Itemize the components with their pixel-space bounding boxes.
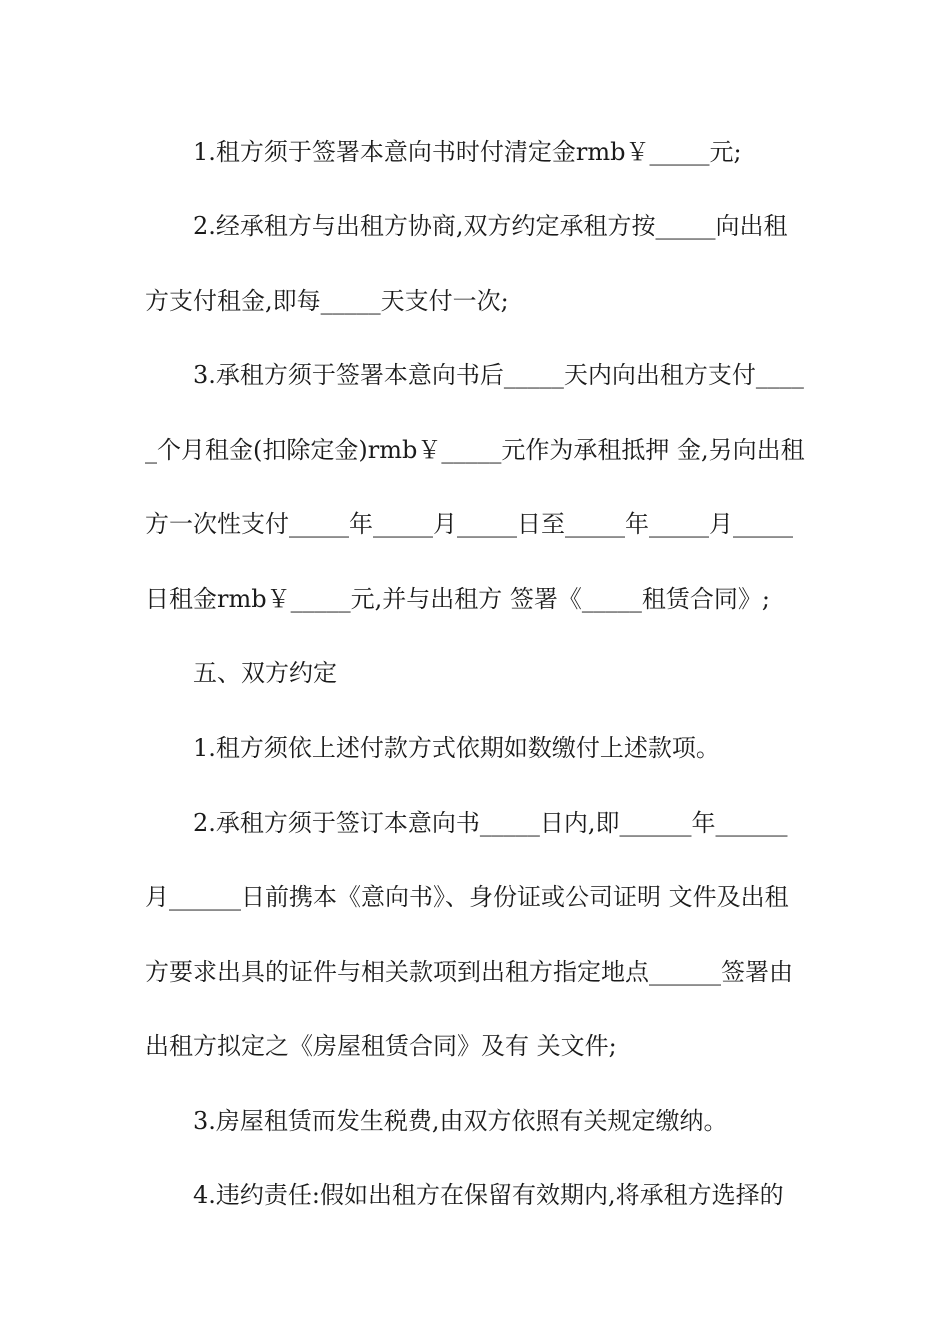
paragraph-line: 出租方拟定之《房屋租赁合同》及有 关文件; — [145, 1032, 617, 1060]
paragraph-line: 1.租方须于签署本意向书时付清定金rmb￥_____元; — [193, 138, 742, 166]
paragraph-line: 方一次性支付_____年_____月_____日至_____年_____月_____ — [145, 510, 793, 538]
paragraph-line: _个月租金(扣除定金)rmb￥_____元作为承租抵押 金,另向出租 — [145, 436, 805, 464]
paragraph-line: 方支付租金,即每_____天支付一次; — [145, 287, 509, 315]
paragraph-line: 3.房屋租赁而发生税费,由双方依照有关规定缴纳。 — [193, 1107, 728, 1135]
paragraph-line: 方要求出具的证件与相关款项到出租方指定地点______签署由 — [145, 958, 793, 986]
paragraph-line: 日租金rmb￥_____元,并与出租方 签署《_____租赁合同》; — [145, 585, 770, 613]
section-heading: 五、双方约定 — [193, 659, 337, 687]
paragraph-line: 4.违约责任:假如出租方在保留有效期内,将承租方选择的 — [193, 1181, 784, 1209]
paragraph-line: 月______日前携本《意向书》、身份证或公司证明 文件及出租 — [145, 883, 789, 911]
paragraph-line: 3.承租方须于签署本意向书后_____天内向出租方支付____ — [193, 361, 804, 389]
paragraph-line: 1.租方须依上述付款方式依期如数缴付上述款项。 — [193, 734, 720, 762]
paragraph-line: 2.承租方须于签订本意向书_____日内,即______年______ — [193, 809, 788, 837]
paragraph-line: 2.经承租方与出租方协商,双方约定承租方按_____向出租 — [193, 212, 788, 240]
